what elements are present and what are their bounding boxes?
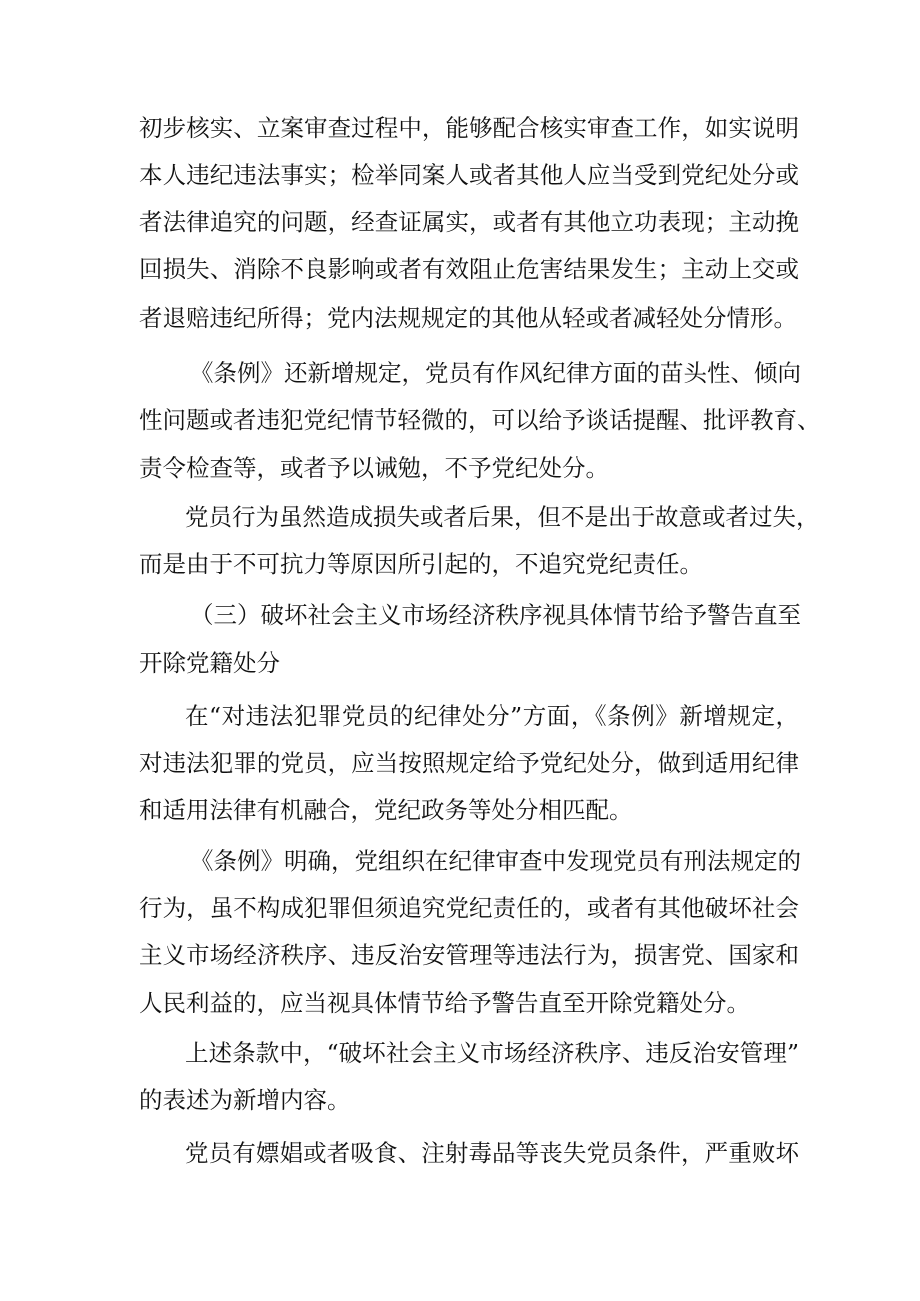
paragraph-line: 《条例》明确，党组织在纪律审查中发现党员有刑法规定的 (190, 847, 801, 875)
paragraph-line: 党员行为虽然造成损失或者后果，但不是出于故意或者过失， (185, 503, 820, 531)
paragraph-line: 本人违纪违法事实；检举同案人或者其他人应当受到党纪处分或 (139, 161, 799, 189)
paragraph-line: 性问题或者违犯党纪情节轻微的，可以给予谈话提醒、批评教育、 (139, 406, 821, 434)
paragraph-line: 在“对违法犯罪党员的纪律处分”方面，《条例》新增规定， (185, 702, 799, 730)
paragraph-line: 上述条款中，“破坏社会主义市场经济秩序、违反治安管理” (185, 1039, 799, 1067)
section-heading-line: （三）破坏社会主义市场经济秩序视具体情节给予警告直至 (190, 601, 801, 629)
paragraph-line: 的表述为新增内容。 (139, 1086, 351, 1114)
paragraph-line: 而是由于不可抗力等原因所引起的，不追究党纪责任。 (139, 550, 703, 578)
paragraph-line: 人民利益的，应当视具体情节给予警告直至开除党籍处分。 (139, 989, 750, 1017)
paragraph-line: 初步核实、立案审查过程中，能够配合核实审查工作，如实说明 (139, 114, 799, 142)
paragraph-line: 者法律追究的问题，经查证属实，或者有其他立功表现；主动挽 (139, 208, 799, 236)
paragraph-line: 者退赔违纪所得；党内法规规定的其他从轻或者减轻处分情形。 (139, 304, 797, 332)
paragraph-line: 行为，虽不构成犯罪但须追究党纪责任的，或者有其他破坏社会 (139, 894, 799, 922)
paragraph-line: 党员有嫖娼或者吸食、注射毒品等丧失党员条件，严重败坏 (185, 1139, 799, 1167)
paragraph-line: 回损失、消除不良影响或者有效阻止危害结果发生；主动上交或 (139, 255, 799, 283)
section-heading-line: 开除党籍处分 (139, 649, 280, 677)
paragraph-line: 《条例》还新增规定，党员有作风纪律方面的苗头性、倾向 (190, 359, 801, 387)
paragraph-line: 责令检查等，或者予以诫勉，不予党纪处分。 (139, 454, 609, 482)
paragraph-line: 主义市场经济秩序、违反治安管理等违法行为，损害党、国家和 (139, 941, 799, 969)
paragraph-line: 和适用法律有机融合，党纪政务等处分相匹配。 (139, 796, 633, 824)
paragraph-line: 对违法犯罪的党员，应当按照规定给予党纪处分，做到适用纪律 (139, 749, 799, 777)
